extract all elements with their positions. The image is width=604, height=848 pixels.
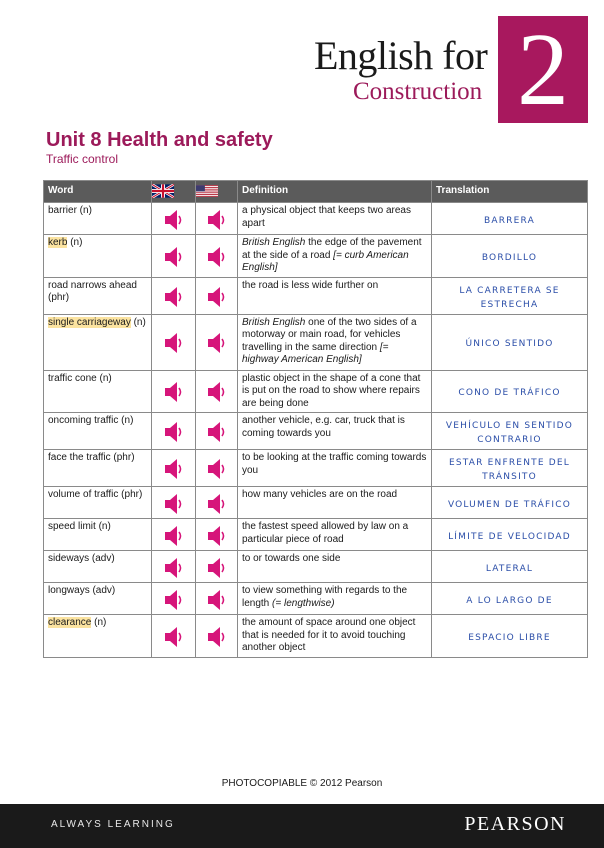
handwritten-translation: CONO DE TRÁFICO [458,388,561,399]
uk-audio-button[interactable] [152,413,196,450]
translation-cell [432,551,588,583]
word-cell [44,615,152,658]
speaker-icon[interactable] [163,524,185,548]
definition-text: a physical object that keeps two areas apart [242,205,411,229]
definition-text: the edge of the pavement at the side of a road [242,237,422,261]
definition-prefix: British English [242,316,306,328]
speaker-icon[interactable] [163,556,185,580]
word-cell [44,551,152,583]
word-rest: (n) [91,617,107,628]
handwritten-translation: BARRERA [484,215,535,226]
word-text: sideways (adv) [48,553,115,564]
word-text: oncoming traffic (n) [48,415,134,426]
speaker-icon[interactable] [163,625,185,649]
handwritten-translation: ÚNICO SENTIDO [465,339,554,349]
definition-text: another vehicle, e.g. car, truck that is coming towards you [242,415,405,439]
handwritten-translation: LA CARRETERA SE ESTRECHA [459,285,560,310]
handwritten-translation: VEHÍCULO EN SENTIDO CONTRARIO [445,421,574,445]
speaker-icon[interactable] [206,420,228,444]
speaker-icon[interactable] [206,457,228,481]
word-cell [44,203,152,235]
table-row [44,235,588,278]
definition-cell [238,314,432,370]
brand-line-1: English for [314,33,488,78]
speaker-icon[interactable] [206,556,228,580]
speaker-icon[interactable] [206,331,228,355]
speaker-icon[interactable] [206,492,228,516]
speaker-icon[interactable] [163,245,185,269]
us-audio-button[interactable] [196,203,238,235]
table-row [44,551,588,583]
handwritten-translation: ESPACIO LIBRE [468,632,551,643]
uk-audio-button[interactable] [152,551,196,583]
unit-subtitle: Traffic control [46,152,119,166]
definition-text: the road is less wide further on [242,279,379,291]
speaker-icon[interactable] [206,625,228,649]
word-cell [44,519,152,551]
word-cell [44,370,152,413]
definition-cell [238,450,432,487]
table-row [44,519,588,551]
handwritten-translation: LATERAL [485,563,534,574]
definition-text: the fastest speed allowed by law on a particular piece of road [242,521,409,545]
word-rest: (n) [67,237,83,248]
speaker-icon[interactable] [206,208,228,232]
us-audio-button[interactable] [196,615,238,658]
translation-cell [432,519,588,551]
column-header-translation: Translation [432,181,588,203]
definition-text: plastic object in the shape of a cone that is put on the road to show where repairs are being done [242,372,421,409]
speaker-icon[interactable] [163,588,185,612]
speaker-icon[interactable] [206,524,228,548]
footer-tagline: ALWAYS LEARNING [51,819,175,830]
definition-cell [238,370,432,413]
us-audio-button[interactable] [196,450,238,487]
definition-cell [238,551,432,583]
column-header-word: Word [44,181,152,203]
speaker-icon[interactable] [163,331,185,355]
brand-line-2: Construction [353,78,483,105]
table-row [44,277,588,314]
word-text: face the traffic (phr) [48,452,135,463]
footer-bar [0,804,604,848]
us-audio-button[interactable] [196,519,238,551]
table-row [44,370,588,413]
speaker-icon[interactable] [206,380,228,404]
speaker-icon[interactable] [206,588,228,612]
highlighted-term: clearance [48,617,92,628]
translation-cell [432,615,588,658]
word-cell [44,314,152,370]
speaker-icon[interactable] [206,245,228,269]
us-audio-button[interactable] [196,487,238,519]
word-cell [44,487,152,519]
table-row [44,413,588,450]
definition-cell [238,203,432,235]
translation-cell [432,583,588,615]
level-badge [498,12,588,127]
uk-audio-button[interactable] [152,370,196,413]
translation-cell [432,413,588,450]
word-text: speed limit (n) [48,521,111,532]
us-audio-button[interactable] [196,551,238,583]
speaker-icon[interactable] [163,457,185,481]
uk-audio-button[interactable] [152,235,196,278]
vocabulary-table [43,180,588,658]
definition-cell [238,583,432,615]
uk-audio-button[interactable] [152,314,196,370]
word-text: barrier (n) [48,205,92,216]
translation-cell [432,277,588,314]
definition-cell [238,487,432,519]
column-header-uk [152,181,196,203]
us-audio-button[interactable] [196,314,238,370]
translation-cell [432,235,588,278]
uk-audio-button[interactable] [152,450,196,487]
table-row [44,203,588,235]
handwritten-translation: A LO LARGO DE [466,595,553,606]
uk-audio-button[interactable] [152,583,196,615]
definition-prefix: British English [242,237,306,248]
word-cell [44,413,152,450]
us-audio-button[interactable] [196,370,238,413]
definition-text: one of the two sides of a motorway or main road, for vehicles travelling in the same direction [242,316,417,353]
word-text: volume of traffic (phr) [48,489,143,500]
word-text: traffic cone (n) [48,372,112,384]
highlighted-term: single carriageway [48,316,131,328]
definition-note: [= curb American English] [242,249,409,273]
handwritten-translation: BORDILLO [481,252,538,263]
table-row [44,583,588,615]
handwritten-translation: ESTAR ENFRENTE DEL TRÁNSITO [448,458,570,482]
definition-cell [238,235,432,278]
translation-cell [432,450,588,487]
us-flag-icon [196,184,218,198]
definition-note: [= highway American English] [242,341,389,365]
table-row [44,487,588,519]
definition-cell [238,615,432,658]
definition-text: to view something with regards to the length [242,585,408,609]
definition-cell [238,519,432,551]
column-header-definition: Definition [238,181,432,203]
definition-cell [238,413,432,450]
us-audio-button[interactable] [196,413,238,450]
word-cell [44,450,152,487]
speaker-icon[interactable] [163,420,185,444]
table-header-row [44,181,588,203]
speaker-icon[interactable] [206,285,228,309]
uk-audio-button[interactable] [152,487,196,519]
definition-text: to or towards one side [242,553,341,564]
definition-text: to be looking at the traffic coming towards you [242,452,427,476]
word-cell [44,235,152,278]
speaker-icon[interactable] [163,208,185,232]
uk-audio-button[interactable] [152,277,196,314]
level-number: 2 [517,12,569,127]
uk-flag-icon [152,184,174,198]
table-row [44,314,588,370]
speaker-icon[interactable] [163,285,185,309]
definition-text: the amount of space around one object that is needed for it to avoid touching another object [242,617,416,653]
speaker-icon[interactable] [163,492,185,516]
word-cell [44,583,152,615]
unit-title: Unit 8 Health and safety [46,129,273,151]
uk-audio-button[interactable] [152,615,196,658]
us-audio-button[interactable] [196,235,238,278]
word-text: longways (adv) [48,585,116,596]
handwritten-translation: LÍMITE DE VELOCIDAD [448,531,571,542]
word-text: road narrows ahead (phr) [48,279,137,303]
uk-audio-button[interactable] [152,519,196,551]
handwritten-translation: VOLUMEN DE TRÁFICO [447,499,572,510]
us-audio-button[interactable] [196,583,238,615]
publisher-logo: PEARSON [464,813,566,835]
word-cell [44,277,152,314]
us-audio-button[interactable] [196,277,238,314]
translation-cell [432,203,588,235]
definition-text: how many vehicles are on the road [242,489,398,500]
speaker-icon[interactable] [163,380,185,404]
translation-cell [432,487,588,519]
definition-note: (= lengthwise) [272,597,335,609]
table-row [44,450,588,487]
column-header-us [196,181,238,203]
table-row [44,615,588,658]
translation-cell [432,370,588,413]
definition-cell [238,277,432,314]
word-rest: (n) [130,316,146,328]
copyright-notice: PHOTOCOPIABLE © 2012 Pearson [221,778,383,789]
highlighted-term: kerb [48,237,68,248]
uk-audio-button[interactable] [152,203,196,235]
translation-cell [432,314,588,370]
